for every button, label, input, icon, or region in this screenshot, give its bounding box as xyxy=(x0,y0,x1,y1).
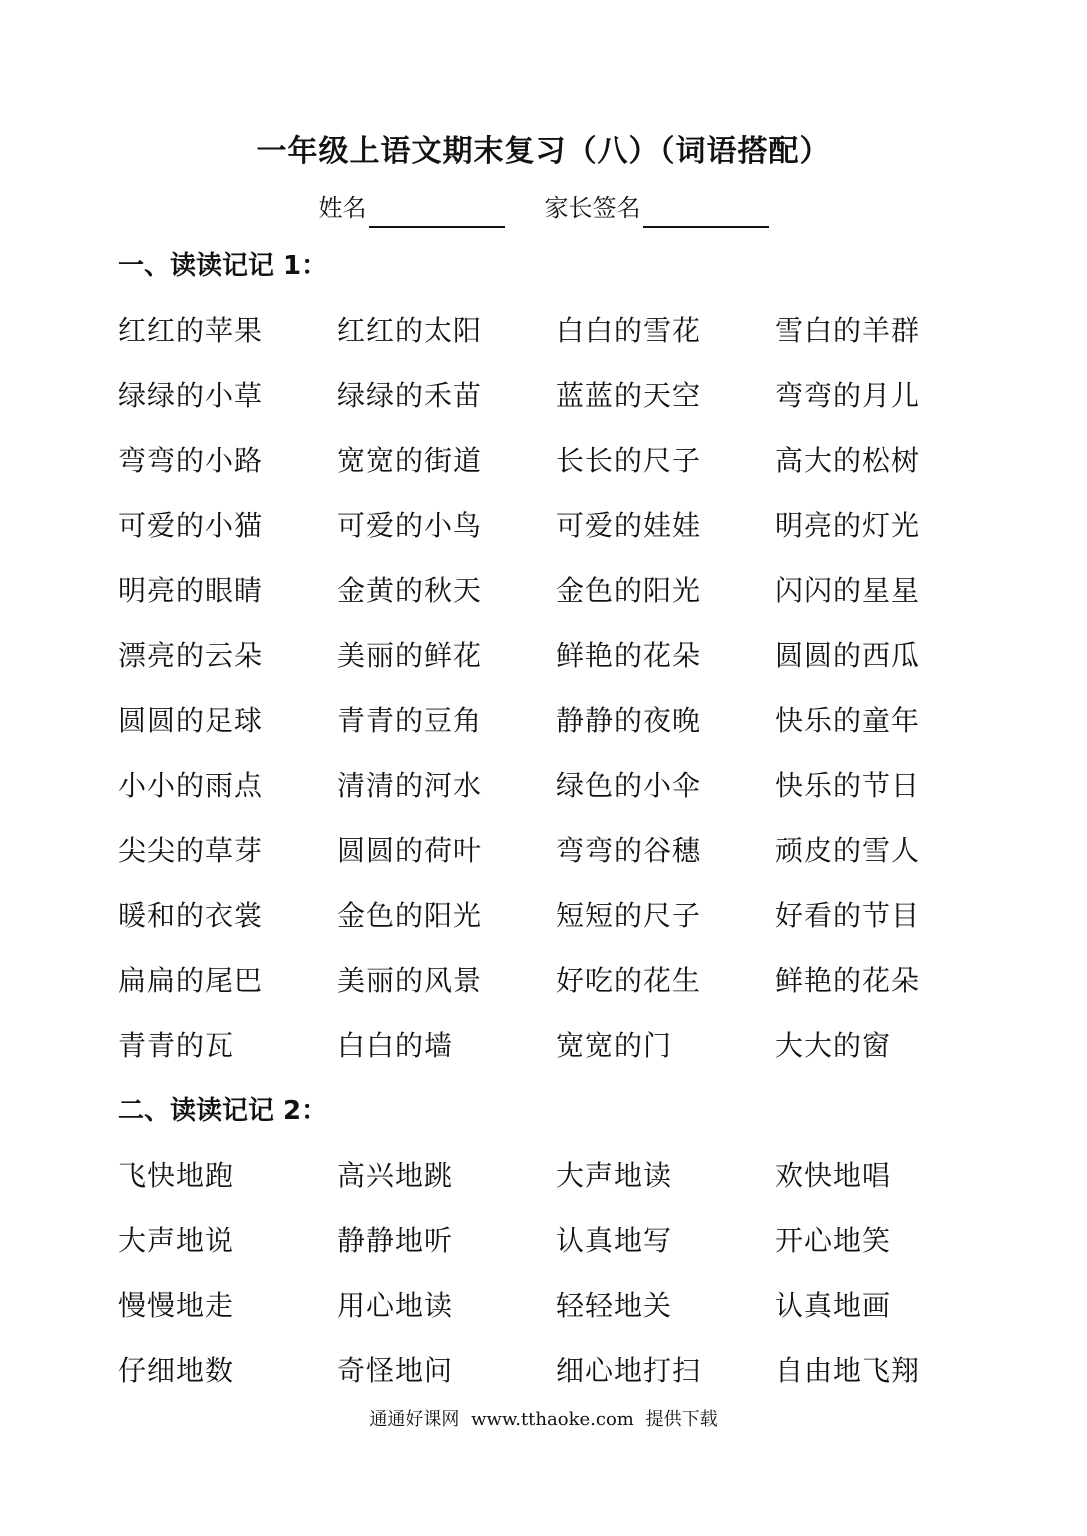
word-phrase: 清清的河水 xyxy=(337,769,483,802)
word-phrase: 宽宽的街道 xyxy=(337,444,483,477)
word-phrase: 飞快地跑 xyxy=(118,1159,235,1192)
name-signature-line xyxy=(0,188,1087,228)
word-phrase: 可爱的娃娃 xyxy=(556,509,702,542)
section2-title: 二、读读记记 2： xyxy=(118,1096,328,1126)
word-phrase: 大大的窗 xyxy=(775,1029,892,1062)
word-phrase: 鲜艳的花朵 xyxy=(775,964,921,997)
word-phrase: 静静的夜晚 xyxy=(556,704,702,737)
word-phrase: 慢慢地走 xyxy=(118,1289,235,1322)
word-phrase: 可爱的小猫 xyxy=(118,509,264,542)
word-phrase: 漂亮的云朵 xyxy=(118,639,264,672)
word-phrase: 绿色的小伞 xyxy=(556,769,702,802)
word-phrase: 圆圆的足球 xyxy=(118,704,264,737)
word-phrase: 绿绿的小草 xyxy=(118,379,264,412)
footer xyxy=(0,1405,1087,1435)
word-phrase: 美丽的风景 xyxy=(337,964,483,997)
word-phrase: 长长的尺子 xyxy=(556,444,702,477)
word-phrase: 雪白的羊群 xyxy=(775,314,921,347)
student-name-blank xyxy=(369,196,505,228)
word-phrase: 明亮的眼睛 xyxy=(118,574,264,607)
word-phrase: 可爱的小鸟 xyxy=(337,509,483,542)
word-phrase: 高兴地跳 xyxy=(337,1159,454,1192)
word-phrase: 自由地飞翔 xyxy=(775,1354,921,1387)
parent-signature-field xyxy=(545,188,769,228)
word-phrase: 白白的雪花 xyxy=(556,314,702,347)
footer-site-name: 通通好课网 xyxy=(369,1409,460,1430)
word-phrase: 青青的豆角 xyxy=(337,704,483,737)
word-phrase: 弯弯的小路 xyxy=(118,444,264,477)
word-phrase: 小小的雨点 xyxy=(118,769,264,802)
student-name-label: 姓名 xyxy=(318,194,367,222)
word-phrase: 圆圆的西瓜 xyxy=(775,639,921,672)
footer-suffix: 提供下载 xyxy=(645,1409,718,1430)
word-phrase: 仔细地数 xyxy=(118,1354,235,1387)
word-phrase: 金色的阳光 xyxy=(337,899,483,932)
word-phrase: 扁扁的尾巴 xyxy=(118,964,264,997)
footer-url: www.tthaoke.com xyxy=(471,1409,634,1430)
section2-word-grid xyxy=(118,1143,998,1403)
word-phrase: 明亮的灯光 xyxy=(775,509,921,542)
word-phrase: 好吃的花生 xyxy=(556,964,702,997)
word-phrase: 绿绿的禾苗 xyxy=(337,379,483,412)
section1-title: 一、读读记记 1： xyxy=(118,251,328,281)
word-phrase: 静静地听 xyxy=(337,1224,454,1257)
word-phrase: 快乐的节日 xyxy=(775,769,921,802)
word-phrase: 大声地读 xyxy=(556,1159,673,1192)
word-phrase: 宽宽的门 xyxy=(556,1029,673,1062)
word-phrase: 认真地写 xyxy=(556,1224,673,1257)
section1-word-grid xyxy=(118,298,998,1078)
word-phrase: 奇怪地问 xyxy=(337,1354,454,1387)
word-phrase: 短短的尺子 xyxy=(556,899,702,932)
page-title: 一年级上语文期末复习（八）（词语搭配） xyxy=(256,134,831,169)
word-phrase: 红红的苹果 xyxy=(118,314,264,347)
word-phrase: 白白的墙 xyxy=(337,1029,454,1062)
word-phrase: 红红的太阳 xyxy=(337,314,483,347)
word-phrase: 顽皮的雪人 xyxy=(775,834,921,867)
word-phrase: 细心地打扫 xyxy=(556,1354,702,1387)
word-phrase: 鲜艳的花朵 xyxy=(556,639,702,672)
word-phrase: 暖和的衣裳 xyxy=(118,899,264,932)
word-phrase: 高大的松树 xyxy=(775,444,921,477)
parent-signature-label: 家长签名 xyxy=(544,194,641,222)
word-phrase: 欢快地唱 xyxy=(775,1159,892,1192)
word-phrase: 轻轻地关 xyxy=(556,1289,673,1322)
word-phrase: 弯弯的谷穗 xyxy=(556,834,702,867)
word-phrase: 闪闪的星星 xyxy=(775,574,921,607)
word-phrase: 金黄的秋天 xyxy=(337,574,483,607)
parent-signature-blank xyxy=(643,196,769,228)
word-phrase: 圆圆的荷叶 xyxy=(337,834,483,867)
word-phrase: 金色的阳光 xyxy=(556,574,702,607)
word-phrase: 弯弯的月儿 xyxy=(775,379,921,412)
word-phrase: 快乐的童年 xyxy=(775,704,921,737)
word-phrase: 青青的瓦 xyxy=(118,1029,235,1062)
student-name-field xyxy=(319,188,545,228)
word-phrase: 开心地笑 xyxy=(775,1224,892,1257)
word-phrase: 蓝蓝的天空 xyxy=(556,379,702,412)
word-phrase: 美丽的鲜花 xyxy=(337,639,483,672)
word-phrase: 认真地画 xyxy=(775,1289,892,1322)
word-phrase: 好看的节目 xyxy=(775,899,921,932)
word-phrase: 用心地读 xyxy=(337,1289,454,1322)
word-phrase: 尖尖的草芽 xyxy=(118,834,264,867)
word-phrase: 大声地说 xyxy=(118,1224,235,1257)
